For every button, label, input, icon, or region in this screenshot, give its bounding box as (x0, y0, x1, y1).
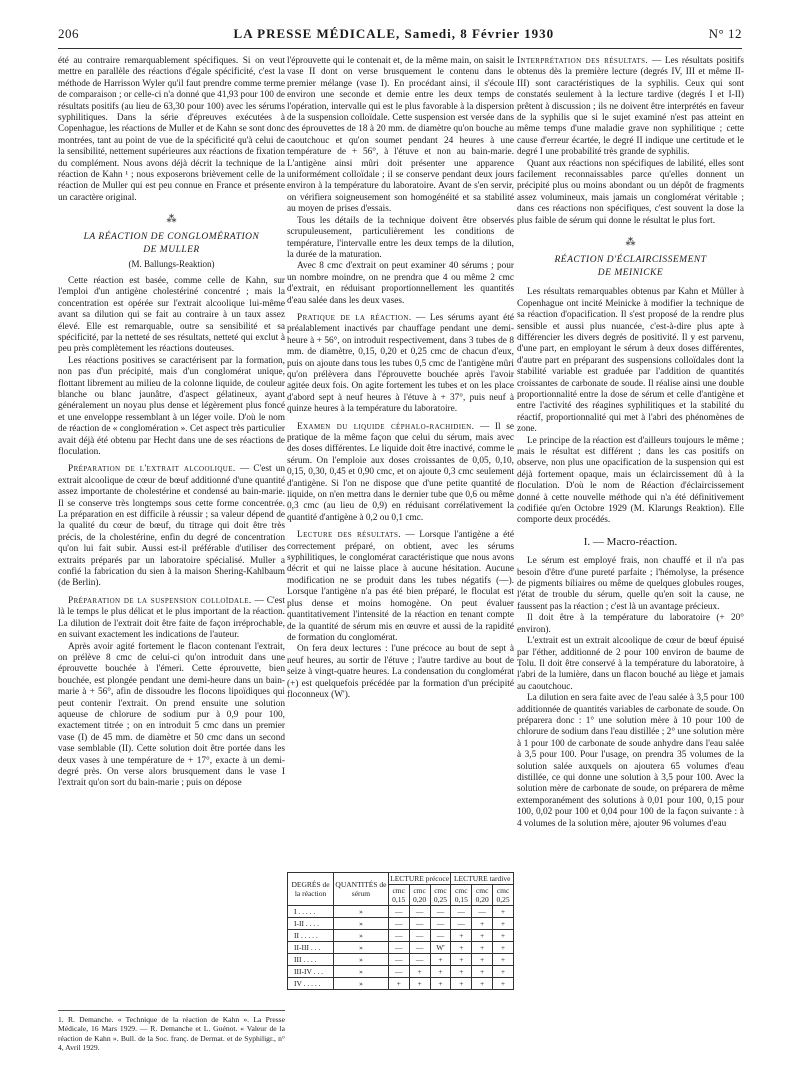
table-cell: — (472, 906, 493, 918)
table-cell: — (388, 930, 409, 942)
subsection-heading: I. — Macro-réaction. (583, 535, 678, 548)
table-cell: + (493, 918, 514, 930)
table-cell: + (493, 966, 514, 978)
col-header-tardive: LECTURE tardive (451, 873, 514, 885)
paragraph: Le principe de la réaction est d'ailleurs toujours le même ; mais le résultat est différent ; dans les cas positifs on observe, non plus une opacification de la suspension qui est déjà fortement opaque, mais un éclaircissement dû à la floculation. D'où le nom de Réaction d'éclaircissement donné à cette nouvelle méthode qui n'a été définitivement codifiée qu'en Octobre 1929 (M. Klarungs Reaktion). Elle comporte deux procédés. (517, 435, 744, 526)
table-cell: I-II . . . . (288, 918, 334, 930)
runin-heading: Préparation de l'extrait alcoolique. (68, 464, 236, 475)
paragraph: Interprétation des résultats. — Les résultats positifs obtenus dès la première lecture (degrés IV, III et même II-III) sont caractéristiques de la syphilis. Ceux qui sont constatés seulement à la lecture tardive (degrés I et I-II) prêtent à discussion ; ils ne doivent être interprétés en faveur de la syphilis que si le sujet examiné n'est pas atteint en même temps d'une maladie grave non syphilitique ; cette cause d'erreur écartée, le degré II indique une certitude et le degré I une probabilité très grande de syphilis. (517, 56, 744, 158)
table-row (288, 978, 514, 990)
runin-heading: Lecture des résultats. (297, 530, 401, 541)
table-cell: — (451, 906, 472, 918)
table-cell: + (472, 966, 493, 978)
table-cell: — (388, 966, 409, 978)
table-cell: + (388, 978, 409, 990)
table-cell: + (451, 978, 472, 990)
table-row (288, 954, 514, 966)
runin-heading: Examen du liquide céphalo-rachidien. (297, 421, 475, 432)
dose-header: cmc 0,15 (388, 885, 409, 906)
table-cell: — (409, 906, 430, 918)
table-row (288, 966, 514, 978)
page-number: 206 (58, 26, 79, 41)
column-1 (58, 56, 285, 790)
runin-heading: Interprétation des résultats. (517, 56, 649, 66)
paragraph: été au contraire remarquablement spécifiques. Si on veut mettre en parallèle des réactions d'égale spécificité, c'est la méthode de Harrisson Wyler qu'il faut prendre comme terme de comparaison ; or celle-ci n'a donné que 41,93 pour 100 de résultats positifs (au lieu de 63,30 pour 100) avec les sérums syphilitiques. Dans la série d'épreuves exécutées à Copenhague, les réactions de Muller et de Kahn se sont donc montrées, tant au point de vue de la spécificité qu'à celui de la sensibilité, nettement supérieures aux réactions de fixation du complément. Nous avons déjà décrit la technique de la réaction de Kahn ¹ ; nous exposerons brièvement celle de la réaction de Muller qui est peu connue en France et présente un caractère original. (58, 56, 285, 203)
table-cell: III-IV . . . (288, 966, 334, 978)
table-cell: » (334, 978, 389, 990)
header-rule (58, 48, 742, 49)
table-cell: W' (430, 942, 451, 954)
section-title: DE MEINICKE (597, 267, 664, 278)
paragraph: Avec 8 cmc d'extrait on peut examiner 40 sérums ; pour un nombre moindre, on ne prendra que 4 ou même 2 cmc d'extrait, en réduisant proportionnellement les quantités d'eau salée dans les deux vases. (287, 261, 514, 306)
footnote: 1. R. Demanche. « Technique de la réaction de Kahn ». La Presse Médicale, 16 Mars 1929. — R. Demanche et L. Guénot. « Valeur de la réaction de Kahn ». Bull. de la Soc. franç. de Dermat. et de Syphiligr., n° 4, Avril 1929. (58, 1015, 285, 1053)
table-cell: — (388, 918, 409, 930)
table-cell: » (334, 966, 389, 978)
section-title: LA RÉACTION DE CONGLOMÉRATION (83, 231, 260, 242)
col-header-degres: DEGRÉS de la réaction (288, 873, 334, 906)
table-cell: + (430, 978, 451, 990)
table-cell: » (334, 930, 389, 942)
table-cell: + (493, 930, 514, 942)
table-cell: — (388, 954, 409, 966)
asterism: ⁂ (625, 237, 636, 249)
table-row (288, 942, 514, 954)
table-cell: III . . . . (288, 954, 334, 966)
table-cell: + (430, 954, 451, 966)
section-subtitle: (M. Ballungs-Reaktion) (128, 258, 215, 269)
table-cell: + (472, 942, 493, 954)
table-cell: » (334, 906, 389, 918)
table-row (288, 918, 514, 930)
issue-number: N° 12 (708, 26, 742, 41)
results-table (287, 872, 514, 990)
table-cell: II-III . . . (288, 942, 334, 954)
table-cell: — (430, 906, 451, 918)
paragraph: La dilution en sera faite avec de l'eau salée à 3,5 pour 100 additionnée de quantités variables de carbonate de soude. On préparera donc : 1° une solution mère à 10 pour 100 de chlorure de sodium dans l'eau distillée ; 2° une solution mère à 1 pour 100 de carbonate de soude anhydre dans l'eau salée à 3,5 pour 100. Pour l'usage, on prendra 35 volumes de la solution salée auxquels on ajoutera 65 volumes d'eau distillée, ce qui donne une solution à 3,5 pour 100. Avec la solution mère de carbonate de soude, on préparera de même extemporanément des solutions à 0,01 pour 100, 0,15 pour 100, 0,02 pour 100 et 0,04 pour 100 de la façon suivante : à 4 volumes de la solution mère, ajouter 96 volumes d'eau (517, 693, 744, 829)
table-cell: + (472, 930, 493, 942)
paragraph: Cette réaction est basée, comme celle de Kahn, sur l'emploi d'un antigène cholestériné concentré ; mais la concentration est opérée sur l'extrait alcoolique lui-même avant sa dilution qui se fait au contraire à un taux assez élevé. Elle est remarquable, outre sa sensibilité et sa spécificité, par la netteté de ses résultats, netteté qui exclut à peu près complètement les réactions douteuses. (58, 275, 285, 355)
table-cell: + (409, 978, 430, 990)
paragraph: Quant aux réactions non spécifiques de labilité, elles sont facilement reconnaissables parce qu'elles donnent un précipité plus ou moins abondant ou un dépôt de fragments assez volumineux, mais jamais un conglomérat véritable ; dans ces réactions non spécifiques, c'est souvent la dose la plus faible de sérum qui donne le résultat le plus fort. (517, 158, 744, 226)
col-header-precoce: LECTURE précoce (390, 874, 450, 883)
table-cell: + (451, 942, 472, 954)
table-cell: + (493, 954, 514, 966)
paragraph: Préparation de la suspension colloïdale. — C'est là le temps le plus délicat et le plus important de la réaction. La dilution de l'extrait doit être faite de façon irréprochable, en suivant exactement les indications de l'auteur. (58, 595, 285, 641)
paragraph: Lecture des résultats. — Lorsque l'antigène a été correctement préparé, on obtient, avec les sérums syphilitiques, le conglomérat caractéristique que nous avons décrit et qui ne laisse place à aucune hésitation. Aucune modification ne se produit dans les tubes négatifs (—). Lorsque l'antigène n'a pas été bien préparé, le floculat est plus dense et moins homogène. On peut évaluer quantitativement l'intensité de la réaction en tenant compte de la quantité de sérum mis en œuvre et aussi de la rapidité de formation du conglomérat. (287, 530, 514, 643)
journal-title: LA PRESSE MÉDICALE, Samedi, 8 Février 1930 (233, 26, 555, 41)
paragraph: l'éprouvette qui le contenait et, de la même main, on saisit le vase II dont on verse brusquement le contenu dans le premier mélange (vase I). En procédant ainsi, il s'écoule environ une seconde et demie entre les deux temps de l'opération, intervalle qui est le plus favorable à la dispersion de la suspension colloïdale. Cette suspension est versée dans des éprouvettes de 18 à 20 mm. de diamètre qu'on bouche au caoutchouc et qu'on soumet pendant 24 heures à une température de + 56°, à l'étuve et non au bain-marie. L'antigène ainsi mûri doit présenter une apparence uniformément colloïdale ; il se conserve pendant deux jours environ à la température du laboratoire. Avant de s'en servir, on vérifiera soigneusement son homogénéité et sa stabilité au moyen de prises d'essais. (287, 56, 514, 215)
table-cell: — (409, 918, 430, 930)
table-row (288, 906, 514, 918)
table-cell: — (409, 942, 430, 954)
col-header-quantites: QUANTITÉS de sérum (334, 873, 389, 906)
dose-header: cmc 0,25 (430, 885, 451, 906)
table-cell: + (430, 966, 451, 978)
table-cell: — (409, 930, 430, 942)
table-cell: » (334, 942, 389, 954)
table-cell: — (409, 954, 430, 966)
paragraph: Les réactions positives se caractérisent par la formation, non pas d'un précipité, mais d'un conglomérat unique, flottant librement au milieu de la colonne liquide, de couleur blanche ou blanc jaunâtre, d'aspect gélatineux, ayant généralement un noyau plus dense et légèrement plus foncé et une enveloppe ressemblant à un léger voile. D'où le nom de réaction de « conglomération ». Cet aspect très particulier avait déjà été obtenu par Hecht dans une de ses réactions de floculation. (58, 355, 285, 457)
dose-header: cmc 0,20 (409, 885, 430, 906)
dose-header: cmc 0,25 (493, 885, 514, 906)
table-cell: + (472, 954, 493, 966)
runin-heading: Préparation de la suspension colloïdale. (68, 595, 252, 606)
paragraph: Préparation de l'extrait alcoolique. — C'est un extrait alcoolique de cœur de bœuf additionné d'une quantité assez importante de cholestérine et condensé au bain-marie. Il se conserve très longtemps sous cette forme concentrée. La préparation en est difficile à réussir ; sa valeur dépend de la qualité du cœur de bœuf, du titrage qui doit être très précis, de la cholestérine, enfin du degré de concentration qu'on lui fait subir. Aussi est-il préférable d'utiliser des extraits préparés par un laboratoire spécialisé. Muller a confié la fabrication du sien à la maison Shering-Kahlbaum (de Berlin). (58, 464, 285, 589)
table-cell: + (451, 930, 472, 942)
paragraph: On fera deux lectures : l'une précoce au bout de sept à neuf heures, au sortir de l'étuve ; l'autre tardive au bout de seize à vingt-quatre heures. La condensation du conglomérat (+) est quelquefois précédée par la formation d'un précipité floconneux (W'). (287, 644, 514, 700)
table-cell: + (493, 978, 514, 990)
paragraph: Il doit être à la température du laboratoire (+ 20° environ). (517, 613, 744, 635)
table-cell: + (451, 954, 472, 966)
table-cell: + (493, 942, 514, 954)
table-cell: + (493, 906, 514, 918)
table-cell: — (430, 930, 451, 942)
paragraph: Le sérum est employé frais, non chauffé et il n'a pas besoin d'être d'une pureté parfaite ; l'hémolyse, la présence de pigments biliaires ou même de quelques globules rouges, l'état de trouble du sérum, quelle qu'en soit la cause, ne faussent pas la réaction ; c'est là un avantage précieux. (517, 556, 744, 612)
table-cell: — (451, 918, 472, 930)
table-cell: I . . . . . (288, 906, 334, 918)
asterism: ⁂ (166, 214, 177, 226)
paragraph: Tous les détails de la technique doivent être observés scrupuleusement, particulièrement les conditions de température, l'intervalle entre les deux temps de la dilution, la durée de la maturation. (287, 215, 514, 260)
table-cell: + (472, 978, 493, 990)
table-row (288, 930, 514, 942)
table-cell: + (451, 966, 472, 978)
table-cell: — (388, 906, 409, 918)
table-cell: + (409, 966, 430, 978)
column-2 (287, 56, 514, 701)
paragraph: Les résultats remarquables obtenus par Kahn et Müller à Copenhague ont incité Meinicke à modifier la technique de sa réaction d'opacification. Il s'est proposé de la rendre plus sensible et aussi plus nuancée, c'est-à-dire plus apte à différencier les divers degrés de positivité. Il y est parvenu, d'une part, en employant le sérum à deux doses différentes, d'autre part en préparant des suspensions colloïdales dont la stabilité variable est graduée par l'addition de quantités croissantes de carbonate de soude. Il réalise ainsi une double proportionnalité entre la dose de sérum et celle d'antigène et entre l'activité des réagines syphilitiques et la stabilité du réactif, proportionnalité qui met à l'abri des phénomènes de zone. (517, 287, 744, 435)
table-cell: » (334, 918, 389, 930)
table-cell: » (334, 954, 389, 966)
paragraph: L'extrait est un extrait alcoolique de cœur de bœuf épuisé par l'éther, additionné de 2 pour 100 environ de baume de Tolu. Il doit être conservé à la température du laboratoire, à l'abri de la lumière, dans un flacon bouché au liège et jamais au caoutchouc. (517, 636, 744, 692)
table-cell: II . . . . . (288, 930, 334, 942)
table-cell: + (472, 918, 493, 930)
table-cell: — (388, 942, 409, 954)
table-cell: IV . . . . . (288, 978, 334, 990)
table-cell: — (430, 918, 451, 930)
paragraph: Examen du liquide céphalo-rachidien. — Il se pratique de la même façon que celui du sérum, mais avec des doses différentes. Le liquide doit être inactivé, comme le sérum. On l'emploie aux doses croissantes de 0,05, 0,10, 0,15, 0,30, 0,45 et 0,90 cmc, et on ajoute 0,3 cmc seulement d'antigène. Si l'on ne dispose que d'une petite quantité de liquide, on n'en mettra dans le dernier tube que 0,6 ou même 0,3 cmc (au lieu de 0,9) en réduisant corrélativement la quantité d'antigène à 0,2 ou 0,1 cmc. (287, 421, 514, 523)
dose-header: cmc 0,20 (472, 885, 493, 906)
column-3 (517, 56, 744, 830)
dose-header: cmc 0,15 (451, 885, 472, 906)
page-header (58, 26, 742, 46)
runin-heading: Pratique de la réaction. (297, 312, 412, 323)
footnotes (58, 1010, 285, 1054)
section-title: RÉACTION D'ÉCLAIRCISSEMENT (554, 254, 707, 265)
section-title: DE MULLER (143, 245, 200, 256)
paragraph: Pratique de la réaction. — Les sérums ayant été préalablement inactivés par chauffage pendant une demi-heure à + 56°, on introduit respectivement, dans 3 tubes de 8 mm. de diamètre, 0,15, 0,20 et 0,25 cmc de chacun d'eux, puis on ajoute dans tous les tubes 0,5 cmc de l'antigène mûri qu'on prélèvera dans l'éprouvette bouchée après l'avoir agitée deux fois. On agite fortement les tubes et on les place d'abord sept à neuf heures à l'étuve à + 37°, puis neuf à quinze heures à la température du laboratoire. (287, 312, 514, 415)
paragraph: Après avoir agité fortement le flacon contenant l'extrait, on prélève 8 cmc de celui-ci qu'on introduit dans une éprouvette bouchée à l'émeri. Cette éprouvette, bien bouchée, est plongée pendant une demi-heure dans un bain-marie à + 56°, afin de dissoudre les flocons lipoïdiques qui peut contenir l'extrait. On prend ensuite une solution aqueuse de chlorure de sodium pur à 0,9 pour 100, exactement titrée ; on en introduit 5 cmc dans un premier vase (I) de 45 mm. de diamètre et 50 cmc dans un second vase semblable (II). Cette solution doit être portée dans les deux vases à une température de + 17°, exacte à un demi-degré près. On verse alors brusquement dans le vase I l'extrait qu'on sort du bain-marie ; puis on dépose (58, 641, 285, 789)
